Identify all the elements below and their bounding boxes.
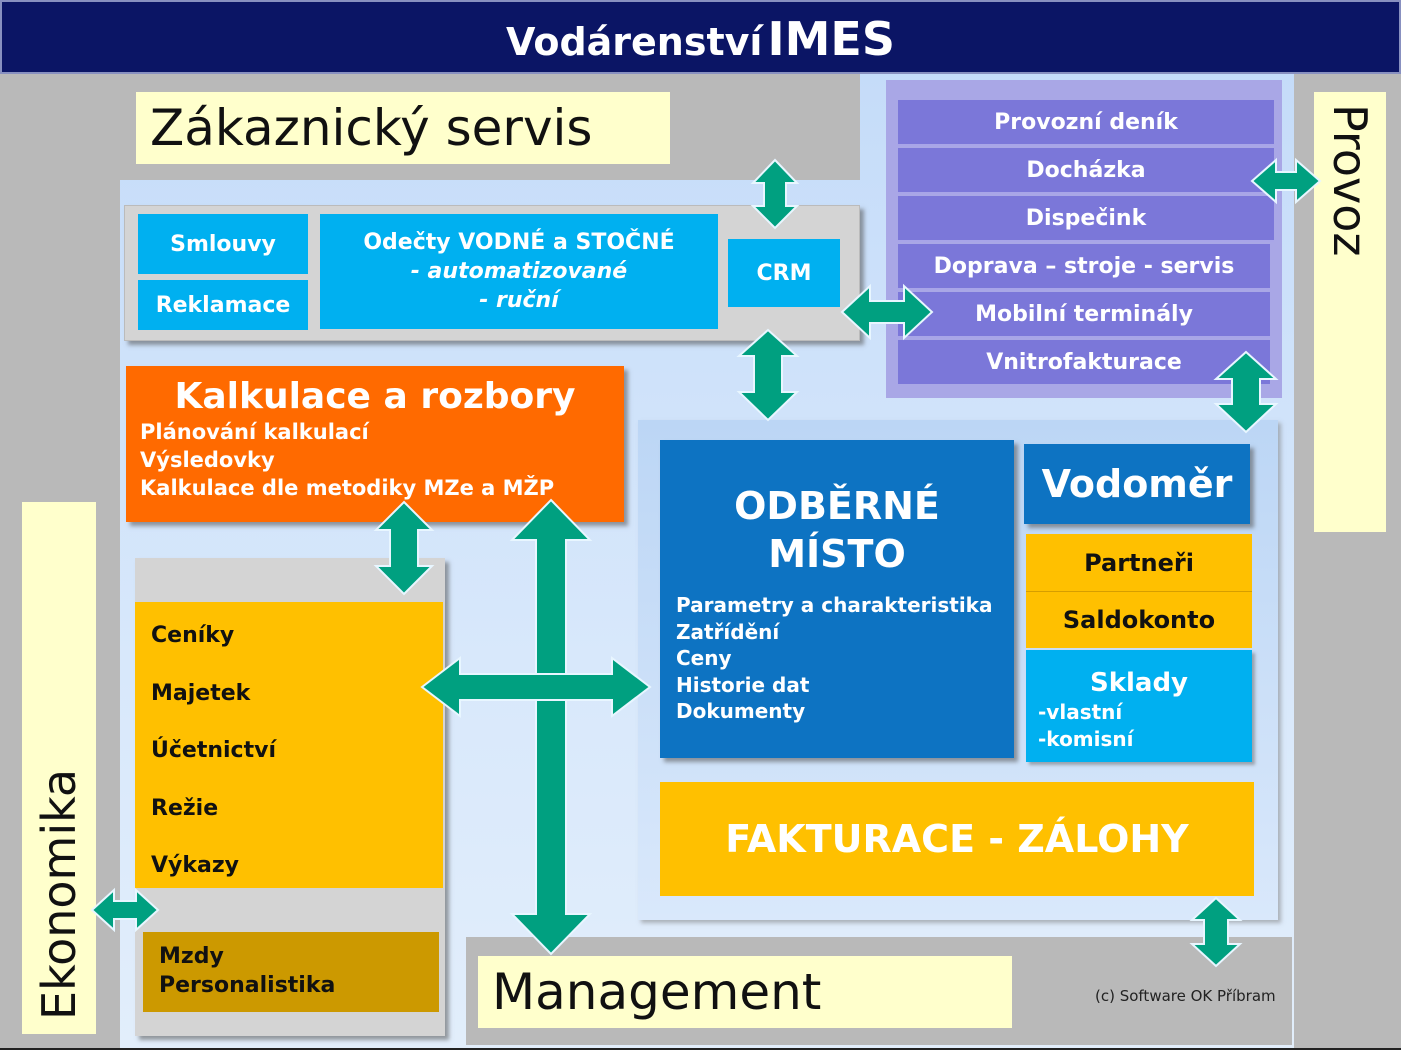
arrow-kalkulace-economy (376, 502, 432, 594)
provoz-item-label: Docházka (1026, 157, 1146, 183)
odberne-misto-item: Parametry a charakteristika (676, 593, 993, 617)
odberne-misto-item: Zatřídění (676, 619, 780, 644)
kalkulace-item: Výsledovky (140, 448, 275, 472)
saldokonto-label: Saldokonto (1062, 606, 1216, 634)
odberne-misto-item: Dokumenty (676, 699, 806, 723)
economy-item: Výkazy (151, 853, 239, 878)
kalkulace-item: Plánování kalkulací (140, 420, 369, 444)
odecty-auto: - automatizované (410, 259, 628, 284)
arrow-central-management (1192, 898, 1240, 966)
provoz-item-label: Doprava – stroje - servis (933, 253, 1235, 279)
provoz-item-label: Vnitrofakturace (986, 349, 1182, 375)
economy-item: Režie (151, 795, 219, 821)
fakturace-label: FAKTURACE - ZÁLOHY (725, 817, 1189, 861)
kalkulace-title: Kalkulace a rozbory (174, 376, 576, 417)
provoz-label-text: Provoz (1323, 104, 1377, 257)
economy-item: Účetnictví (151, 738, 276, 763)
title-brand: IMES (767, 12, 895, 66)
crm-label: CRM (756, 260, 812, 286)
sklady-komisni: -komisní (1038, 727, 1134, 751)
economy-item: Majetek (151, 680, 251, 706)
sklady-title: Sklady (1089, 668, 1189, 698)
odberne-misto-title-2: MÍSTO (768, 532, 906, 576)
arrow-crm-mobile (842, 286, 932, 338)
economy-item: Ceníky (151, 623, 235, 648)
provoz-item-label: Mobilní terminály (975, 301, 1193, 327)
personalistika-label: Personalistika (159, 973, 336, 998)
arrow-provoz-vodomer (1216, 352, 1276, 432)
arrow-crm-odberne (739, 330, 797, 420)
odberne-misto-item: Ceny (676, 646, 732, 670)
mzdy-label: Mzdy (159, 944, 224, 969)
sklady-vlastni: -vlastní (1038, 700, 1123, 724)
arrow-main-vertical (512, 500, 590, 954)
odecty-rucni: - ruční (479, 288, 559, 313)
odberne-misto-title: ODBĚRNÉ (734, 484, 940, 528)
ekonomika-label-text: Ekonomika (32, 768, 86, 1020)
vodomer-label: Vodoměr (1041, 462, 1233, 506)
arrow-header-crm (753, 160, 797, 228)
copyright: (c) Software OK Příbram (1095, 987, 1276, 1005)
arrow-provoz (1252, 160, 1320, 202)
kalkulace-item: Kalkulace dle metodiky MZe a MŽP (140, 476, 555, 500)
management-label-text: Management (492, 963, 822, 1021)
reklamace-label: Reklamace (155, 292, 291, 318)
odecty-title: Odečty VODNÉ a STOČNÉ (363, 230, 675, 255)
smlouvy-label: Smlouvy (170, 231, 276, 257)
provoz-item-label: Provozní deník (994, 109, 1178, 135)
odberne-misto-item: Historie dat (676, 672, 810, 697)
customer-service-label-text: Zákaznický servis (150, 99, 593, 157)
partneri-label: Partneři (1084, 548, 1194, 577)
title-prefix: Vodárenství (506, 20, 763, 64)
provoz-item-label: Dispečink (1025, 205, 1147, 231)
arrow-ekonomika (92, 890, 158, 930)
